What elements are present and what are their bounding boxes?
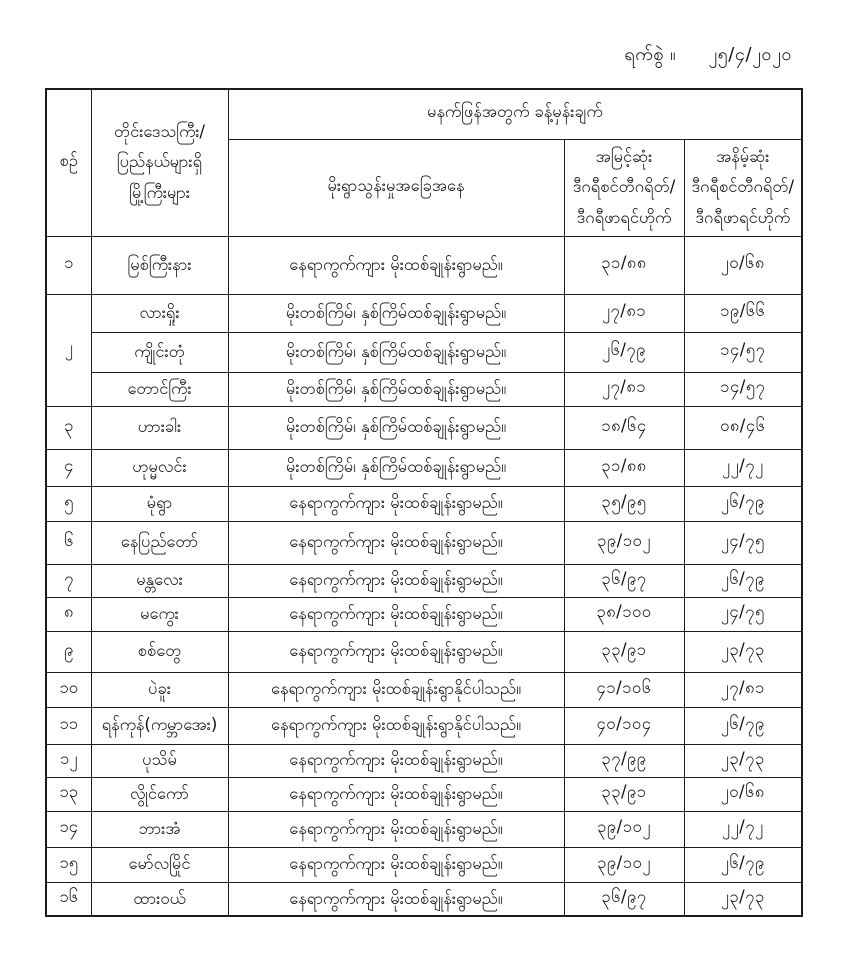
serial-cell: ၂ [46, 294, 91, 406]
max-temp-cell: ၃၈/၁၀၀ [564, 597, 684, 631]
serial-cell: ၃ [46, 406, 91, 449]
weather-cell: နေရာကွက်ကျား မိုးထစ်ချုန်းရွာမည်။ [228, 521, 564, 564]
max-temp-cell: ၃၇/၉၉ [564, 744, 684, 777]
table-row [46, 744, 802, 777]
header-min-line3: ဒီဂရီဖာရင်ဟိုက် [695, 207, 791, 227]
min-temp-cell: ၂၆/၇၉ [684, 847, 802, 882]
min-temp-cell: ၂၆/၇၉ [684, 486, 802, 521]
min-temp-cell: ၁၄/၅၇ [684, 332, 802, 372]
table-row [46, 882, 802, 916]
max-temp-cell: ၃၃/၉၁ [564, 777, 684, 811]
city-cell: လားရှိုး [91, 294, 228, 332]
min-temp-cell: ၂၀/၆၈ [684, 236, 802, 294]
weather-cell: နေရာကွက်ကျား မိုးထစ်ချုန်းရွာနိုင်ပါသည်။ [228, 707, 564, 744]
table-row [46, 294, 802, 332]
max-temp-cell: ၃၉/၁၀၂ [564, 811, 684, 847]
max-temp-cell: ၃၆/၉၇ [564, 564, 684, 597]
max-temp-cell: ၃၆/၉၇ [564, 882, 684, 916]
weather-cell: နေရာကွက်ကျား မိုးထစ်ချုန်းရွာမည်။ [228, 564, 564, 597]
serial-cell: ၁ [46, 236, 91, 294]
min-temp-cell: ၂၂/၇၂ [684, 811, 802, 847]
city-cell: ပုသိမ် [91, 744, 228, 777]
weather-cell: မိုးတစ်ကြိမ်၊ နှစ်ကြိမ်ထစ်ချုန်းရွာမည်။ [228, 372, 564, 406]
table-row [46, 372, 802, 406]
city-cell: မန္တလေး [91, 564, 228, 597]
max-temp-cell: ၃၉/၁၀၂ [564, 847, 684, 882]
table-row [46, 406, 802, 449]
city-cell: နေပြည်တော် [91, 521, 228, 564]
header-cities [91, 89, 228, 236]
header-row-top [46, 89, 802, 139]
header-max-temp [564, 139, 684, 236]
serial-cell: ၁၆ [46, 882, 91, 916]
city-cell: ဟားခါး [91, 406, 228, 449]
table-row [46, 597, 802, 631]
weather-cell: မိုးတစ်ကြိမ်၊ နှစ်ကြိမ်ထစ်ချုန်းရွာမည်။ [228, 449, 564, 486]
min-temp-cell: ၂၃/၇၃ [684, 744, 802, 777]
weather-cell: နေရာကွက်ကျား မိုးထစ်ချုန်းရွာနိုင်ပါသည်။ [228, 672, 564, 707]
table-row [46, 236, 802, 294]
header-max-line2: ဒီဂရီစင်တီဂရိတ်/ [572, 177, 676, 197]
city-cell: မြစ်ကြီးနား [91, 236, 228, 294]
table-header [46, 89, 802, 236]
header-serial: စဉ် [46, 89, 91, 236]
max-temp-cell: ၂၇/၈၁ [564, 372, 684, 406]
min-temp-cell: ၁၉/၆၆ [684, 294, 802, 332]
min-temp-cell: ၂၆/၇၉ [684, 707, 802, 744]
max-temp-cell: ၃၉/၁၀၂ [564, 521, 684, 564]
weather-cell: နေရာကွက်ကျား မိုးထစ်ချုန်းရွာမည်။ [228, 882, 564, 916]
header-cities-line3: မြို့ကြီးများ [129, 183, 190, 202]
weather-cell: မိုးတစ်ကြိမ်၊ နှစ်ကြိမ်ထစ်ချုန်းရွာမည်။ [228, 332, 564, 372]
weather-cell: နေရာကွက်ကျား မိုးထစ်ချုန်းရွာမည်။ [228, 486, 564, 521]
max-temp-cell: ၃၃/၉၁ [564, 631, 684, 672]
city-cell: မကွေး [91, 597, 228, 631]
city-cell: မော်လမြိုင် [91, 847, 228, 882]
header-min-temp [684, 139, 802, 236]
date-label: ရက်စွဲ ။ [624, 44, 677, 65]
city-cell: မုံရွာ [91, 486, 228, 521]
max-temp-cell: ၄၀/၁၀၄ [564, 707, 684, 744]
weather-cell: နေရာကွက်ကျား မိုးထစ်ချုန်းရွာမည်။ [228, 597, 564, 631]
max-temp-cell: ၂၆/၇၉ [564, 332, 684, 372]
city-cell: တောင်ကြီး [91, 372, 228, 406]
serial-cell: ၇ [46, 564, 91, 597]
weather-cell: နေရာကွက်ကျား မိုးထစ်ချုန်းရွာမည်။ [228, 744, 564, 777]
table-row [46, 847, 802, 882]
header-max-line1: အမြင့်ဆုံး [595, 146, 653, 166]
table-row [46, 564, 802, 597]
serial-cell: ၈ [46, 597, 91, 631]
serial-cell: ၁၅ [46, 847, 91, 882]
weather-cell: မိုးတစ်ကြိမ်၊ နှစ်ကြိမ်ထစ်ချုန်းရွာမည်။ [228, 294, 564, 332]
city-cell: ပဲခူး [91, 672, 228, 707]
weather-cell: နေရာကွက်ကျား မိုးထစ်ချုန်းရွာမည်။ [228, 847, 564, 882]
min-temp-cell: ၂၃/၇၃ [684, 631, 802, 672]
serial-cell: ၁၁ [46, 707, 91, 744]
max-temp-cell: ၂၇/၈၁ [564, 294, 684, 332]
table-row [46, 707, 802, 744]
min-temp-cell: ၂၀/၆၈ [684, 777, 802, 811]
table-row [46, 521, 802, 564]
min-temp-cell: ၂၆/၇၉ [684, 564, 802, 597]
forecast-table [45, 88, 803, 917]
city-cell: ကျိုင်းတုံ [91, 332, 228, 372]
table-row [46, 811, 802, 847]
serial-cell: ၁၄ [46, 811, 91, 847]
serial-cell: ၁၂ [46, 744, 91, 777]
table-row [46, 486, 802, 521]
max-temp-cell: ၃၁/၈၈ [564, 236, 684, 294]
table-body [46, 236, 802, 916]
weather-cell: နေရာကွက်ကျား မိုးထစ်ချုန်းရွာမည်။ [228, 777, 564, 811]
table-row [46, 672, 802, 707]
date-value: ၂၅/၄/၂၀၂၀ [708, 44, 792, 65]
min-temp-cell: ၂၂/၇၂ [684, 449, 802, 486]
table-row [46, 332, 802, 372]
max-temp-cell: ၃၁/၈၈ [564, 449, 684, 486]
max-temp-cell: ၄၁/၁၀၆ [564, 672, 684, 707]
serial-cell: ၅ [46, 486, 91, 521]
date-line [624, 42, 792, 69]
city-cell: ဟုမ္မလင်း [91, 449, 228, 486]
serial-cell: ၁၀ [46, 672, 91, 707]
weather-cell: နေရာကွက်ကျား မိုးထစ်ချုန်းရွာမည်။ [228, 811, 564, 847]
min-temp-cell: ၀၈/၄၆ [684, 406, 802, 449]
max-temp-cell: ၁၈/၆၄ [564, 406, 684, 449]
header-min-line2: ဒီဂရီစင်တီဂရိတ်/ [691, 177, 795, 197]
city-cell: ထားဝယ် [91, 882, 228, 916]
min-temp-cell: ၂၃/၇၃ [684, 882, 802, 916]
min-temp-cell: ၂၄/၇၅ [684, 521, 802, 564]
weather-cell: နေရာကွက်ကျား မိုးထစ်ချုန်းရွာမည်။ [228, 236, 564, 294]
header-cities-line1: တိုင်းဒေသကြီး/ [114, 121, 205, 141]
weather-cell: နေရာကွက်ကျား မိုးထစ်ချုန်းရွာမည်။ [228, 631, 564, 672]
city-cell: စစ်တွေ [91, 631, 228, 672]
serial-cell: ၁၃ [46, 777, 91, 811]
header-cities-line2: ပြည်နယ်များရှိ [116, 152, 203, 172]
serial-cell: ၄ [46, 449, 91, 486]
table-row [46, 631, 802, 672]
table-row [46, 777, 802, 811]
city-cell: ရန်ကုန်(ကမ္ဘာအေး) [91, 707, 228, 744]
header-min-line1: အနိမ့်ဆုံး [716, 146, 770, 166]
table-row [46, 449, 802, 486]
serial-cell: ၉ [46, 631, 91, 672]
header-weather: မိုးရွာသွန်းမှုအခြေအနေ [228, 139, 564, 236]
min-temp-cell: ၂၇/၈၁ [684, 672, 802, 707]
min-temp-cell: ၁၄/၅၇ [684, 372, 802, 406]
serial-cell: ၆ [46, 521, 91, 564]
city-cell: လွိုင်ကော် [91, 777, 228, 811]
max-temp-cell: ၃၅/၉၅ [564, 486, 684, 521]
header-max-line3: ဒီဂရီဖာရင်ဟိုက် [576, 207, 672, 227]
weather-cell: မိုးတစ်ကြိမ်၊ နှစ်ကြိမ်ထစ်ချုန်းရွာမည်။ [228, 406, 564, 449]
min-temp-cell: ၂၄/၇၅ [684, 597, 802, 631]
city-cell: ဘားအံ [91, 811, 228, 847]
header-forecast-span: မနက်ဖြန်အတွက် ခန့်မှန်းချက် [228, 89, 802, 139]
